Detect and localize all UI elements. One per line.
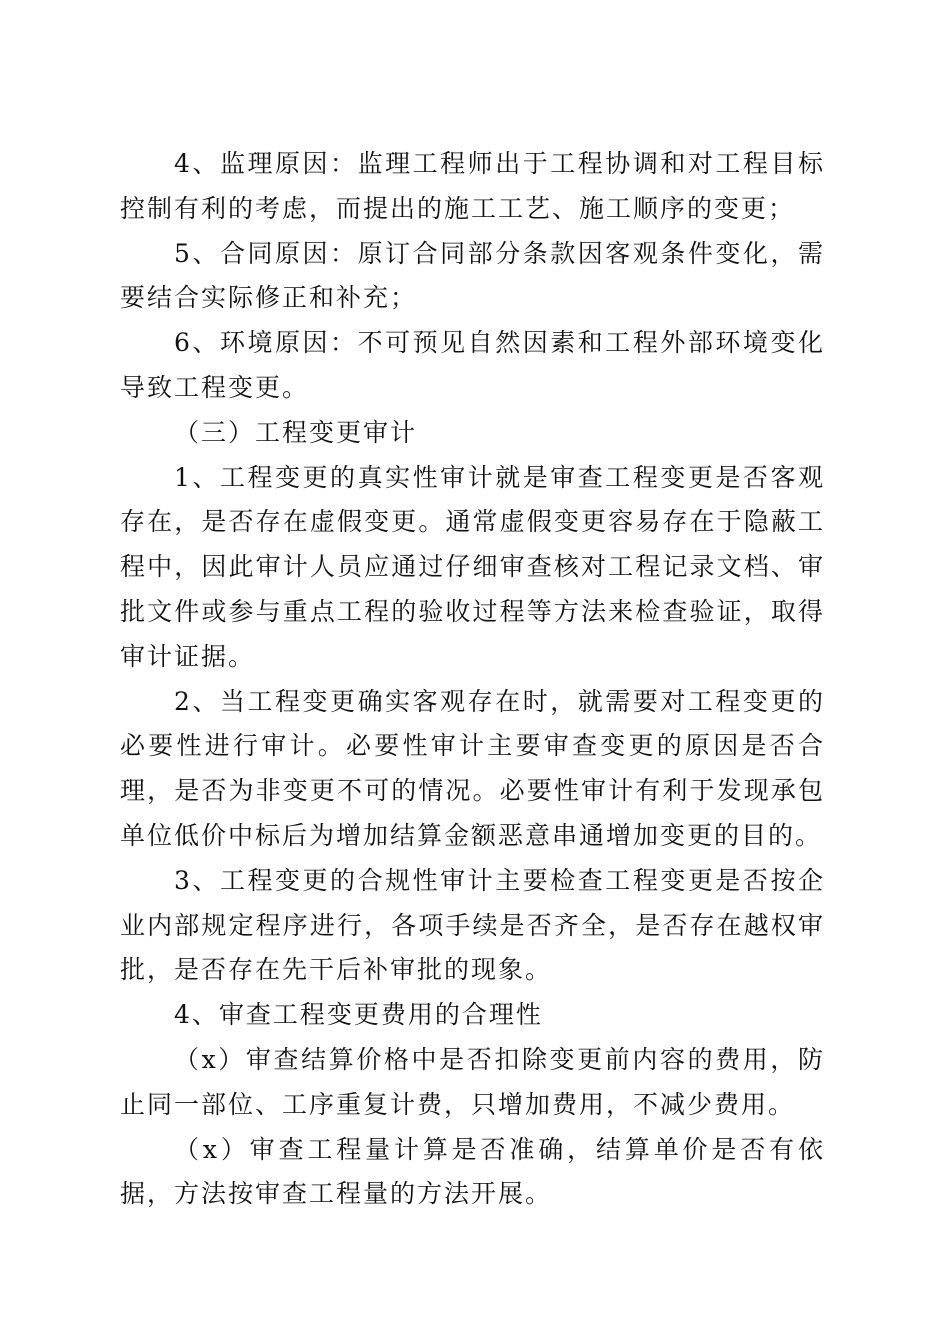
section-heading: （三）工程变更审计 — [174, 417, 418, 447]
paragraph-supervision-reason: 4、监理原因：监理工程师出于工程协调和对工程目标控制有利的考虑，而提出的施工工艺、施工顺序的变更； — [120, 149, 825, 223]
sub-item-quantity-review: （x）审查工程量计算是否准确，结算单价是否有依据，方法按审查工程量的方法开展。 — [120, 1134, 825, 1209]
paragraph-cost-audit: 4、审查工程变更费用的合理性 — [174, 1000, 543, 1030]
paragraph-contract-reason: 5、合同原因：原订合同部分条款因客观条件变化，需要结合实际修正和补充； — [120, 238, 825, 313]
paragraph-necessity-audit: 2、当工程变更确实客观存在时，就需要对工程变更的必要性进行审计。必要性审计主要审查变更的原因是否合理，是否为非变更不可的情况。必要性审计有利于发现承包单位低价中标后为增加结算金额恶意串通增加变更的目的。 — [120, 686, 825, 850]
document-body — [120, 142, 825, 1217]
paragraph-compliance-audit: 3、工程变更的合规性审计主要检查工程变更是否按企业内部规定程序进行，各项手续是否齐全，是否存在越权审批，是否存在先干后补审批的现象。 — [120, 865, 825, 985]
paragraph-authenticity-audit: 1、工程变更的真实性审计就是审查工程变更是否客观存在，是否存在虚假变更。通常虚假变更容易存在于隐蔽工程中，因此审计人员应通过仔细审查核对工程记录文档、审批文件或参与重点工程的验收过程等方法来检查验证，取得审计证据。 — [120, 462, 825, 671]
sub-item-price-review: （x）审查结算价格中是否扣除变更前内容的费用，防止同一部位、工序重复计费，只增加费用，不减少费用。 — [120, 1044, 825, 1119]
paragraph-environment-reason: 6、环境原因：不可预见自然因素和工程外部环境变化导致工程变更。 — [120, 328, 825, 402]
